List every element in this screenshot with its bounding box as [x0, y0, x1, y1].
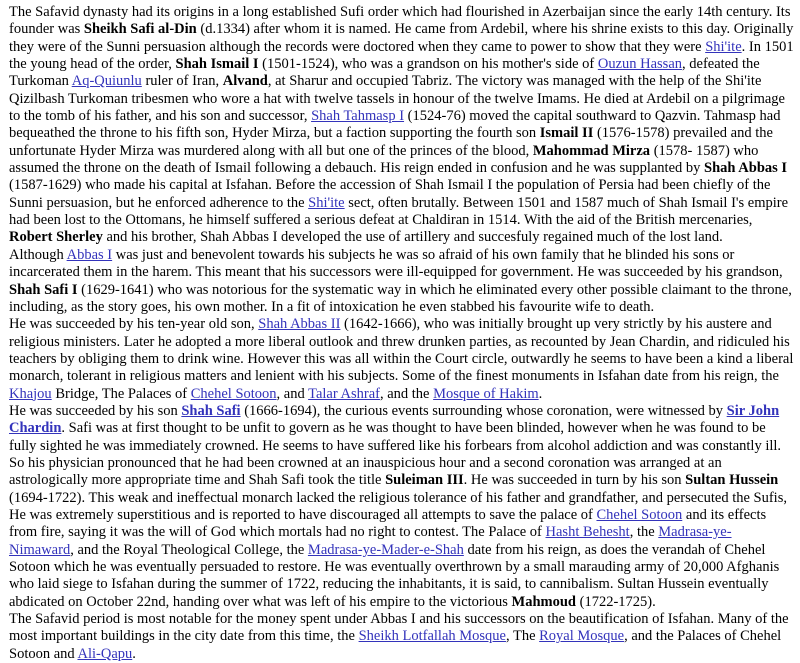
text-run: , and — [276, 385, 309, 402]
paragraph-p1 — [9, 4, 794, 247]
text-run: (1524-76) moved the capital southward to Qazvin. Tahmasp had bequeathed the throne to his fifth son, Hyder Mirza, but a faction supporting the fourth son — [9, 108, 781, 142]
emphasis-shah-abbas-i: Shah Abbas I — [704, 160, 788, 177]
emphasis-robert-sherley: Robert Sherley — [9, 229, 103, 246]
text-run: (1501-1524), who was a grandson on his mother's side of — [258, 56, 598, 73]
text-run: (1666-1694), the curious events surrounding whose coronation, were witnessed by — [240, 402, 727, 419]
text-run: , and the Royal Theological College, the — [70, 541, 308, 558]
text-run: sect, often brutally. Between 1501 and 1587 much of Shah Ismail I's empire had been lost to the Ottomans, he himself suffered a serious defeat at Chaldiran in 1514. With the aid of the British mercenaries, — [9, 194, 789, 229]
link-chehel-sotoon[interactable]: Chehel Sotoon — [596, 506, 683, 523]
text-run: . In 1501 the young head of the order, — [9, 38, 794, 73]
emphasis-suleiman-iii: Suleiman III — [385, 472, 464, 489]
emphasis-ismail-ii: Ismail II — [539, 125, 594, 142]
text-run: (1587-1629) who made his capital at Isfahan. Before the accession of Shah Ismail I the population of Persia had been chiefly of the Sunni persuasion, but he enforced adherence to the — [9, 177, 771, 211]
text-run: . — [538, 385, 543, 402]
text-run: The Safavid period is most notable for the money spent under Abbas I and his successors on the beautification of Isfahan. Many of the most important buildings in the city date from this time, the — [9, 611, 789, 645]
text-run: Bridge, The Palaces of — [51, 385, 191, 402]
link-shi-ite[interactable]: Shi'ite — [308, 194, 345, 211]
text-run: , the — [629, 524, 659, 541]
text-run: (1578- 1587) who assumed the throne on the death of Ismail following a debauch. His reign ended in confusion and he was supplanted by — [9, 142, 759, 177]
link-talar-ashraf[interactable]: Talar Ashraf — [308, 385, 380, 402]
text-run: and his brother, Shah Abbas I developed the use of artillery and succesfuly regained much of the lost land. — [102, 229, 723, 246]
link-ali-qapu[interactable]: Ali-Qapu — [77, 645, 133, 662]
link-shi-ite[interactable]: Shi'ite — [705, 38, 742, 55]
link-shah-abbas-ii[interactable]: Shah Abbas II — [258, 316, 341, 333]
text-run: ruler of Iran, — [141, 73, 223, 90]
link-madrasa-ye-nimaward[interactable]: Madrasa-ye-Nimaward — [9, 524, 732, 558]
text-run: . Safi was at first thought to be unfit to govern as he was thought to have been blinded, however when he was found to be fully sighted he was immediately crowned. He seems to have suffered like his forbears from alcohol addiction and was constantly ill. So his physician pronounced that he had been crowned at an inauspicious hour and a second coronation was arranged at an astrologically more appropriate time and Shah Safi took the title — [9, 420, 782, 489]
link-aq-quiunlu[interactable]: Aq-Quiunlu — [71, 73, 142, 90]
emphasis-alvand: Alvand — [222, 73, 268, 90]
text-run: . — [132, 645, 136, 662]
text-run: was just and benevolent towards his subjects he was so afraid of his own family that he blinded his sons or incarcerated them in the harem. This meant that his successors were ill-equipped for government. He was succeeded by his grandson, — [9, 246, 783, 281]
link-sheikh-lotfallah-mosque[interactable]: Sheikh Lotfallah Mosque — [358, 628, 506, 645]
text-run: He was succeeded by his ten-year old son, — [9, 316, 259, 333]
emphasis-shah-safi-i: Shah Safi I — [9, 281, 78, 298]
emphasis-mahommad-mirza: Mahommad Mirza — [532, 142, 651, 159]
text-run: , The — [505, 628, 540, 645]
link-ouzun-hassan[interactable]: Ouzun Hassan — [597, 56, 683, 73]
text-run: (1576-1578) prevailed and the unfortunate Hyder Mirza was murdered along with all but one of the princes of the blood, — [9, 125, 773, 159]
text-run: He was succeeded by his son — [9, 402, 182, 419]
emphasis-mahmoud: Mahmoud — [511, 593, 576, 610]
text-run: , and the Palaces of Chehel Sotoon and — [9, 628, 782, 662]
link-shah-tahmasp-i[interactable]: Shah Tahmasp I — [311, 108, 405, 125]
emphasis-sultan-hussein: Sultan Hussein — [685, 472, 779, 489]
emphasis-sheikh-safi-al-din: Sheikh Safi al-Din — [83, 21, 197, 38]
link-shah-safi[interactable]: Shah Safi — [181, 402, 241, 419]
text-run: Although — [9, 246, 67, 263]
text-run: (1642-1666), who was initially brought up very strictly by his austere and religious ministers. Later he adopted a more liberal outlook and threw drunken parties, as recounted by Jean Chardin, and ridiculed his teachers by obliging them to drink wine. However this was all within the Court circle, outwardly he seems to have been a kind a liberal monarch, tolerant in religious matters and lenient with his subjects. Some of the finest monuments in Isfahan date from his reign, the — [9, 316, 794, 385]
text-run: , defeated the Turkoman — [9, 56, 760, 90]
text-run: date from his reign, as does the verandah of Chehel Sotoon which he was eventually persuaded to restore. He was eventually overthrown by a small marauding army of 20,000 Afghanis who laid siege to Isfahan during the summer of 1722, reducing the inhabitants, it is said, to cannibalism. Sultan Hussein eventually abdicated on October 22nd, handing over what was left of his empire to the victorious — [9, 541, 780, 610]
link-royal-mosque[interactable]: Royal Mosque — [539, 628, 625, 645]
text-run: (1694-1722). This weak and ineffectual monarch lacked the religious tolerance of his father and grandfather, and persecuted the Sufis, He was extremely superstitious and is reported to have discouraged all attempts to save the palace of — [9, 489, 787, 523]
link-abbas-i[interactable]: Abbas I — [66, 246, 113, 263]
text-run: , and the — [379, 385, 434, 402]
text-run: and its effects from fire, saying it was the will of God which mortals had no right to contest. The Palace of — [9, 506, 767, 541]
paragraph-p3 — [9, 316, 794, 403]
text-run: (1722-1725). — [576, 593, 656, 610]
link-hasht-behesht[interactable]: Hasht Behesht — [545, 524, 630, 541]
paragraph-p5 — [9, 611, 794, 663]
paragraph-p4 — [9, 403, 794, 611]
emphasis-shah-ismail-i: Shah Ismail I — [175, 56, 259, 73]
link-mosque-of-hakim[interactable]: Mosque of Hakim — [433, 385, 539, 402]
text-run: (d.1334) after whom it is named. He came from Ardebil, where his shrine exists to this day. Originally they were of the Sunni persuasion although the records were doctored when they came to power to show that they were — [9, 21, 794, 55]
link-chehel-sotoon[interactable]: Chehel Sotoon — [190, 385, 277, 402]
text-run: . He was succeeded in turn by his son — [463, 472, 686, 489]
text-run: , at Sharur and occupied Tabriz. The victory was managed with the help of the Shi'ite Qizilbash Turkoman tribesmen who wore a hat with twelve tassels in honour of the twelve Imams. He died at Ardebil on a pilgrimage to the tomb of his father, and his son and successor, — [9, 73, 785, 125]
link-khajou[interactable]: Khajou — [9, 385, 52, 402]
link-madrasa-ye-mader-e-shah[interactable]: Madrasa-ye-Mader-e-Shah — [307, 541, 464, 558]
link-sir-john-chardin[interactable]: Sir John Chardin — [9, 402, 780, 437]
paragraph-p2 — [9, 247, 794, 316]
text-run: (1629-1641) who was notorious for the systematic way in which he eliminated every other possible claimant to the throne, including, as the story goes, his own mother. In a fit of intoxication he even stabbed his favourite wife to death. — [9, 281, 792, 315]
text-run: The Safavid dynasty had its origins in a long established Sufi order which had flourished in Azerbaijan since the early 14th century. Its founder was — [9, 4, 791, 38]
